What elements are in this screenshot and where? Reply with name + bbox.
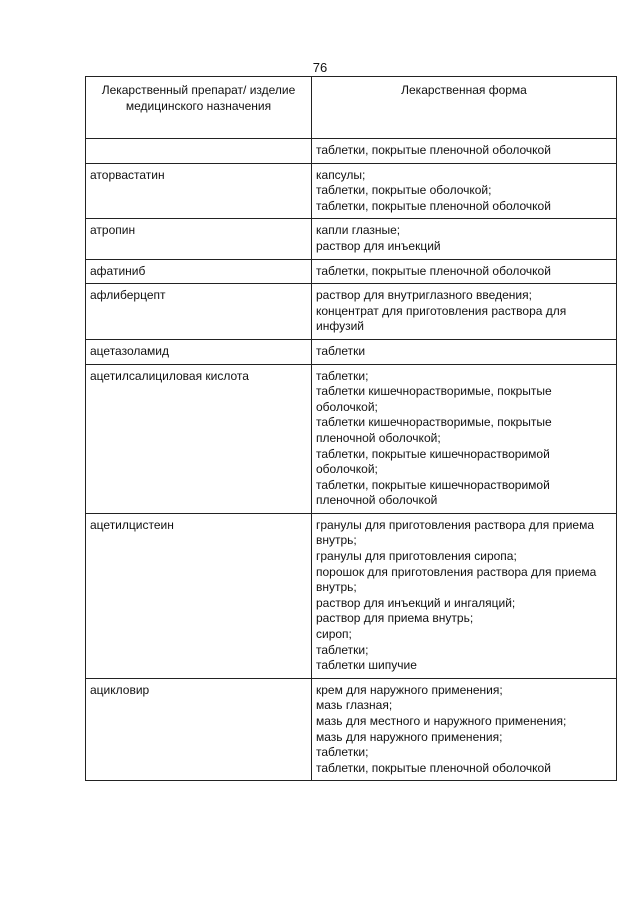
dosage-form-cell <box>312 678 617 781</box>
table-row <box>86 364 617 513</box>
drug-name-cell: ацетазоламид <box>86 339 312 364</box>
dosage-form-item: капсулы; <box>316 167 366 182</box>
drug-name-cell: аторвастатин <box>86 163 312 219</box>
dosage-form-item: таблетки, покрытые кишечнорастворимой оболочкой; <box>316 446 550 477</box>
dosage-form-cell <box>312 364 617 513</box>
drug-name-cell <box>86 139 312 164</box>
table-row <box>86 284 617 340</box>
dosage-form-item: мазь для наружного применения; <box>316 729 503 744</box>
dosage-form-cell <box>312 163 617 219</box>
dosage-form-item: таблетки, покрытые пленочной оболочкой <box>316 198 551 213</box>
dosage-form-item: концентрат для приготовления раствора для инфузий <box>316 303 567 334</box>
drug-name-cell: ацикловир <box>86 678 312 781</box>
page-number: 76 <box>312 60 328 75</box>
dosage-form-cell <box>312 139 617 164</box>
drug-name-cell: ацетилцистеин <box>86 513 312 678</box>
drug-name-cell: афлиберцепт <box>86 284 312 340</box>
dosage-form-item: таблетки <box>316 343 366 358</box>
table-row <box>86 513 617 678</box>
dosage-form-item: капли глазные; <box>316 223 401 238</box>
drug-name-cell: афатиниб <box>86 259 312 284</box>
dosage-form-item: таблетки; <box>316 642 369 657</box>
dosage-form-item: таблетки шипучие <box>316 658 417 673</box>
table-row <box>86 339 617 364</box>
dosage-form-cell <box>312 513 617 678</box>
table-row <box>86 259 617 284</box>
dosage-form-cell <box>312 284 617 340</box>
dosage-form-item: крем для наружного применения; <box>316 682 503 697</box>
dosage-form-item: таблетки, покрытые пленочной оболочкой <box>316 760 551 775</box>
drug-name-cell: ацетилсалициловая кислота <box>86 364 312 513</box>
table-row <box>86 139 617 164</box>
dosage-form-item: таблетки, покрытые кишечнорастворимой пленочной оболочкой <box>316 477 550 508</box>
dosage-form-item: таблетки; <box>316 368 369 383</box>
dosage-form-cell <box>312 259 617 284</box>
dosage-form-cell <box>312 339 617 364</box>
drug-name-cell: атропин <box>86 219 312 259</box>
dosage-form-item: сироп; <box>316 627 352 642</box>
dosage-form-item: таблетки кишечнорастворимые, покрытые оболочкой; <box>316 384 552 414</box>
table-header-row <box>86 77 617 139</box>
dosage-form-item: раствор для внутриглазного введения; <box>316 288 532 303</box>
dosage-form-item: гранулы для приготовления сиропа; <box>316 549 517 564</box>
dosage-form-cell <box>312 219 617 259</box>
dosage-form-item: мазь для местного и наружного применения; <box>316 714 567 728</box>
table-row <box>86 163 617 219</box>
table-row <box>86 219 617 259</box>
dosage-form-item: гранулы для приготовления раствора для приема внутрь; <box>316 517 595 548</box>
dosage-form-item: таблетки, покрытые пленочной оболочкой <box>316 143 551 157</box>
dosage-form-item: порошок для приготовления раствора для приема внутрь; <box>316 564 597 595</box>
header-form: Лекарственная форма <box>312 77 617 139</box>
header-drug: Лекарственный препарат/ изделие медицинского назначения <box>86 77 312 139</box>
dosage-form-item: таблетки, покрытые пленочной оболочкой <box>316 263 551 278</box>
drug-table <box>85 76 617 781</box>
dosage-form-item: таблетки, покрытые оболочкой; <box>316 183 492 198</box>
dosage-form-item: раствор для инъекций и ингаляций; <box>316 595 516 610</box>
table-row <box>86 678 617 781</box>
dosage-form-item: раствор для приема внутрь; <box>316 611 474 626</box>
dosage-form-item: таблетки кишечнорастворимые, покрытые пленочной оболочкой; <box>316 415 552 445</box>
dosage-form-item: таблетки; <box>316 745 369 760</box>
dosage-form-item: мазь глазная; <box>316 698 393 713</box>
dosage-form-item: раствор для инъекций <box>316 238 441 253</box>
